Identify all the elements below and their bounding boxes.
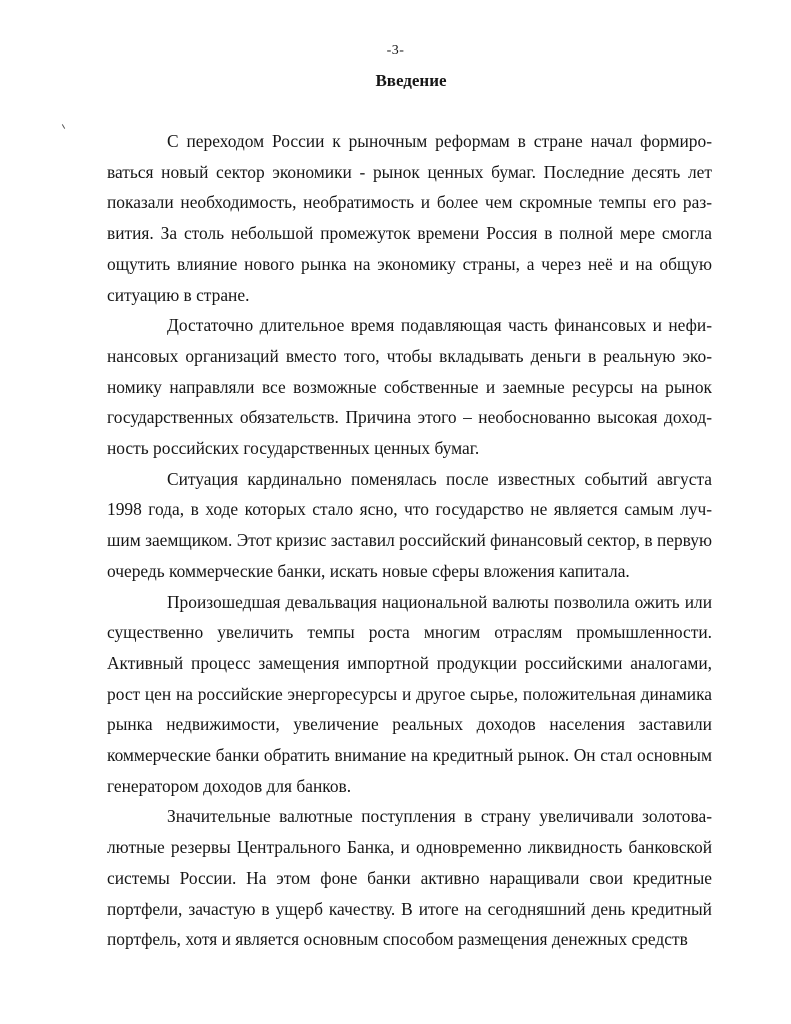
body-text (107, 126, 712, 955)
page-number: -3- (386, 43, 405, 58)
paragraph-intro: С переходом России к рыночным реформам в стране начал формироваться новый сектор экономики - рынок ценных бумаг. Последние десять лет показали необходимость, необратимость и более чем скромные темпы его развития. За столь небольшой промежуток времени Россия в полной мере смогла ощутить влияние нового рынка на экономику страны, а через неё и на общую ситуацию в стране. (107, 131, 712, 305)
paragraph-credit-portfolios: Значительные валютные поступления в страну увеличивали золотовалютные резервы Центрального Банка, и одновременно ликвидность банковской системы России. На этом фоне банки активно наращивали свои кредитные портфели, зачастую в ущерб качеству. В итоге на сегодняшний день кредитный портфель, хотя и является основным способом размещения денежных средств (107, 806, 712, 950)
paragraph-crisis-1998: Ситуация кардинально поменялась после известных событий августа 1998 года, в ходе которых стало ясно, что государство не является самым лучшим заемщиком. Этот кризис заставил российский финансовый сектор, в первую очередь коммерческие банки, искать новые сферы вложения капитала. (107, 468, 712, 581)
paragraph-devaluation: Произошедшая девальвация национальной валюты позволила ожить или существенно увеличить темпы роста многим отраслям промышленности. Активный процесс замещения импортной продукции российскими аналогами, рост цен на российские энергоресурсы и другое сырье, положительная динамика рынка недвижимости, увеличение реальных доходов населения заставили коммерческие банки обратить внимание на кредитный рынок. Он стал основным генератором доходов для банков. (107, 591, 712, 796)
scan-artifact (62, 124, 65, 129)
paragraph-state-bonds: Достаточно длительное время подавляющая часть финансовых и нефинансовых организаций вместо того, чтобы вкладывать деньги в реальную экономику направляли все возможные собственные и заемные ресурсы на рынок государственных обязательств. Причина этого – необоснованно высокая доходность российских государственных ценных бумаг. (107, 315, 712, 459)
page-title: Введение (375, 71, 447, 90)
